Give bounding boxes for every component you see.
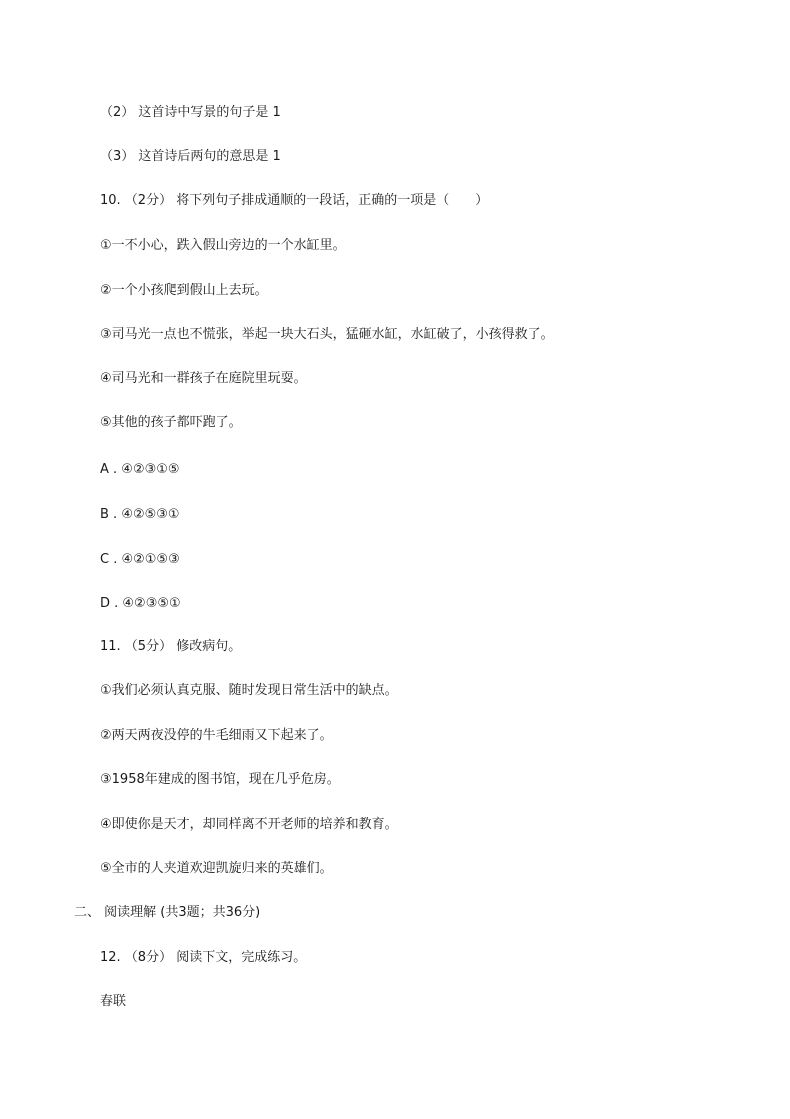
q10-stem: 10. （2分） 将下列句子排成通顺的一段话，正确的一项是（ ） bbox=[100, 193, 489, 208]
q11-sentence-5: ⑤全市的人夹道欢迎凯旋归来的英雄们。 bbox=[100, 861, 333, 876]
q11-stem: 11. （5分） 修改病句。 bbox=[100, 639, 242, 654]
q10-sentence-1: ①一不小心，跌入假山旁边的一个水缸里。 bbox=[100, 238, 346, 253]
q10-sentence-2: ②一个小孩爬到假山上去玩。 bbox=[100, 283, 268, 298]
q10-option-d: D . ④②③⑤① bbox=[100, 596, 181, 611]
q10-sentence-3: ③司马光一点也不慌张，举起一块大石头，猛砸水缸，水缸破了，小孩得救了。 bbox=[100, 327, 554, 342]
q10-sentence-4: ④司马光和一群孩子在庭院里玩耍。 bbox=[100, 371, 307, 386]
q11-sentence-3: ③1958年建成的图书馆，现在几乎危房。 bbox=[100, 772, 340, 787]
q9-subquestion-2: （2） 这首诗中写景的句子是 1 bbox=[100, 105, 281, 120]
q11-sentence-4: ④即使你是天才，却同样离不开老师的培养和教育。 bbox=[100, 817, 398, 832]
q10-option-b: B . ④②⑤③① bbox=[100, 507, 180, 522]
q10-option-c: C . ④②①⑤③ bbox=[100, 552, 180, 567]
section-heading-reading: 二、 阅读理解 (共3题；共36分) bbox=[74, 905, 261, 920]
q10-option-a: A . ④②③①⑤ bbox=[100, 462, 180, 477]
q11-sentence-1: ①我们必须认真克服、随时发现日常生活中的缺点。 bbox=[100, 683, 398, 698]
q9-subquestion-3: （3） 这首诗后两句的意思是 1 bbox=[100, 149, 281, 164]
q10-sentence-5: ⑤其他的孩子都吓跑了。 bbox=[100, 415, 242, 430]
q12-stem: 12. （8分） 阅读下文，完成练习。 bbox=[100, 950, 307, 965]
passage-title: 春联 bbox=[100, 994, 127, 1009]
q11-sentence-2: ②两天两夜没停的牛毛细雨又下起来了。 bbox=[100, 728, 333, 743]
